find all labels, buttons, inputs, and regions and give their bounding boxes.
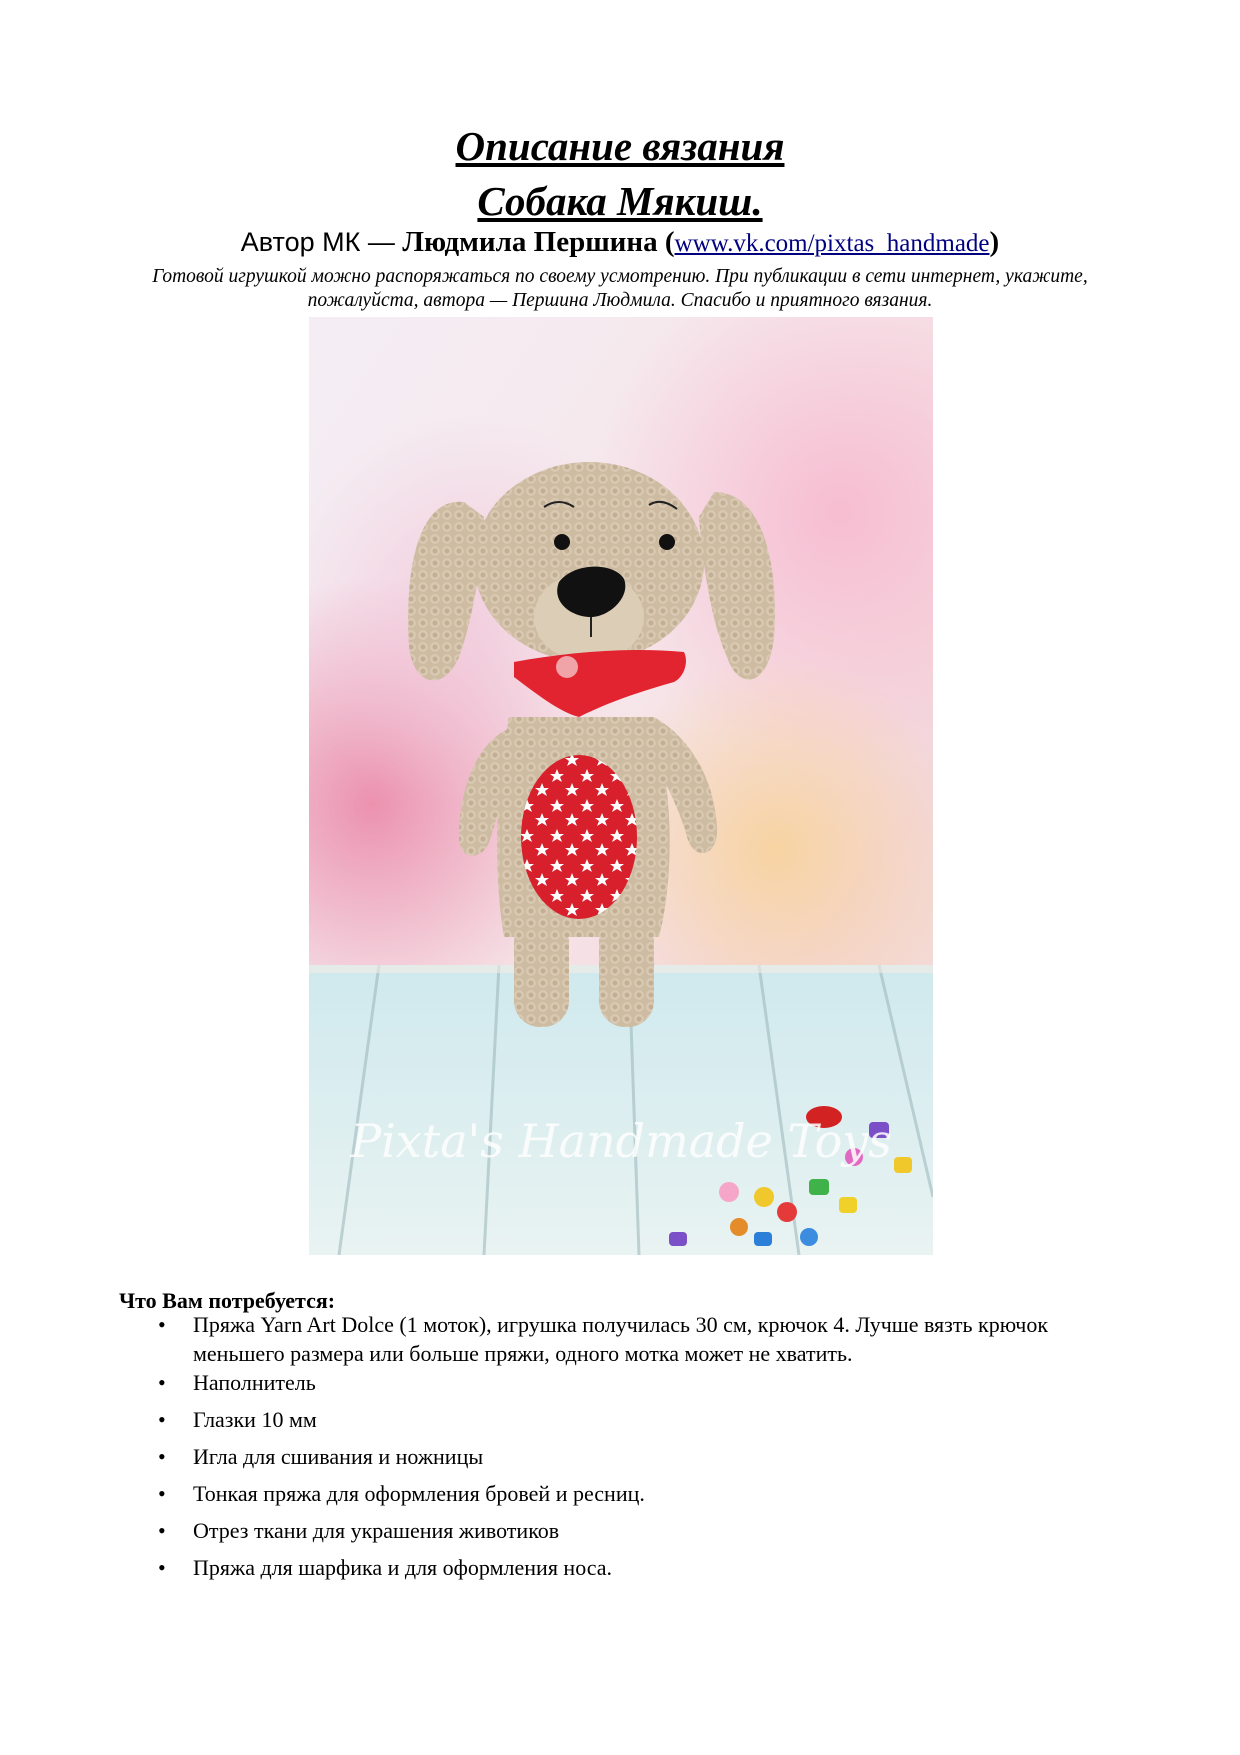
title-line-2: Собака Мякиш.: [477, 178, 763, 224]
bullet: •: [158, 1370, 166, 1395]
list-item-text: Отрез ткани для украшения животиков: [193, 1518, 560, 1543]
list-item-text: Тонкая пряжа для оформления бровей и ресниц.: [193, 1481, 645, 1506]
requirements-heading: Что Вам потребуется:: [119, 1288, 336, 1313]
list-item-text: Наполнитель: [193, 1370, 316, 1395]
bullet: •: [158, 1555, 166, 1580]
usage-note: Готовой игрушкой можно распоряжаться по своему усмотрению. При публикации в сети интернет, укажите, пожалуйста, автора — Першина Людмила. Спасибо и приятного вязания.: [152, 266, 1088, 311]
list-item: [158, 1516, 1113, 1545]
list-item-text: Пряжа Yarn Art Dolce (1 моток), игрушка получилась 30 см, крючок 4. Лучше вязть крючок меньшего размера или больше пряжи, одного мотка может не хватить.: [193, 1312, 1049, 1366]
list-item-text: Пряжа для шарфика и для оформления носа.: [193, 1555, 613, 1580]
author-link-close: ): [989, 226, 1000, 258]
list-item: [158, 1479, 1113, 1508]
author-prefix: Автор МК —: [240, 227, 403, 257]
bullet: •: [158, 1444, 166, 1469]
list-item-text: Глазки 10 мм: [193, 1407, 317, 1432]
toy-photo: [309, 317, 933, 1255]
list-item: [158, 1442, 1113, 1471]
list-item: [158, 1310, 1113, 1368]
title-line-1: Описание вязания: [455, 123, 785, 169]
author-line: [0, 228, 1240, 257]
list-item: [158, 1368, 1113, 1397]
author-link[interactable]: www.vk.com/pixtas_handmade: [674, 230, 990, 257]
bullet: •: [158, 1518, 166, 1543]
photo-watermark: Pixta's Handmade Toys: [350, 1114, 892, 1168]
bullet: •: [158, 1481, 166, 1506]
list-item: [158, 1553, 1113, 1582]
list-item-text: Игла для сшивания и ножницы: [193, 1444, 484, 1469]
bullet: •: [158, 1407, 166, 1432]
list-item: [158, 1405, 1113, 1434]
bullet: •: [158, 1312, 166, 1337]
author-name: Людмила Першина (: [402, 226, 675, 258]
